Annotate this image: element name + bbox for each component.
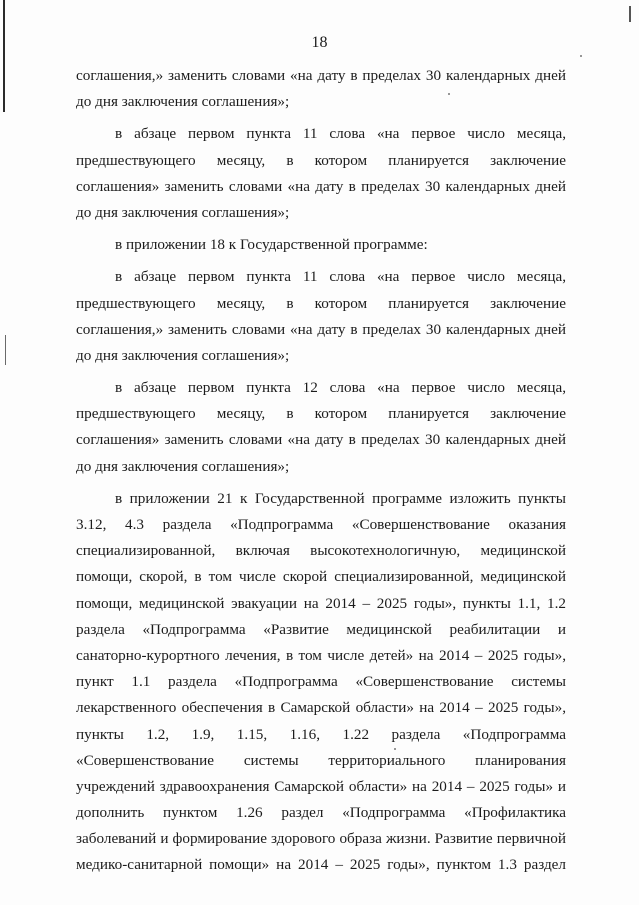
text-line: соглашения,» заменить словами «на дату в пределах 30 календарных дней bbox=[76, 320, 566, 338]
text-line: заболеваний и формирование здорового образа жизни. Развитие первичной bbox=[76, 830, 566, 848]
text-line: специализированной, включая высокотехнологичную, медицинской bbox=[76, 542, 566, 560]
scan-corner-mark bbox=[629, 6, 631, 22]
text-line: в абзаце первом пункта 12 слова «на первое число месяца, bbox=[115, 379, 566, 397]
text-line: до дня заключения соглашения»; bbox=[76, 93, 290, 111]
page-number: 18 bbox=[311, 34, 328, 51]
text-line: предшествующего месяцу, в котором планируется заключение bbox=[76, 294, 566, 312]
text-line: «Совершенствование системы территориального планирования bbox=[76, 751, 566, 769]
text-line: до дня заключения соглашения»; bbox=[76, 203, 290, 221]
text-line: медико-санитарной помощи» на 2014 – 2025 годы», пунктом 1.3 раздел bbox=[76, 856, 566, 874]
text-line: соглашения» заменить словами «на дату в пределах 30 календарных дней bbox=[76, 431, 566, 449]
text-line: помощи, скорой, в том числе скорой специализированной, медицинской bbox=[76, 568, 566, 586]
text-line: пункт 1.1 раздела «Подпрограмма «Совершенствование системы bbox=[76, 673, 566, 691]
text-line: в приложении 21 к Государственной программе изложить пункты bbox=[115, 489, 566, 507]
text-line: предшествующего месяцу, в котором планируется заключение bbox=[76, 405, 566, 423]
text-line: соглашения,» заменить словами «на дату в пределах 30 календарных дней bbox=[76, 67, 566, 84]
text-line: в абзаце первом пункта 11 слова «на первое число месяца, bbox=[115, 268, 566, 286]
text-line: 3.12, 4.3 раздела «Подпрограмма «Совершенствование оказания bbox=[76, 516, 566, 533]
text-line: санаторно-курортного лечения, в том числе детей» на 2014 – 2025 годы», bbox=[76, 646, 566, 664]
text-line: пункты 1.2, 1.9, 1.15, 1.16, 1.22 раздела «Подпрограмма bbox=[76, 725, 566, 743]
text-line: лекарственного обеспечения в Самарской области» на 2014 – 2025 годы», bbox=[76, 699, 566, 717]
text-line: в абзаце первом пункта 11 слова «на первое число месяца, bbox=[115, 125, 566, 143]
text-line: дополнить пунктом 1.26 раздел «Подпрограмма «Профилактика bbox=[76, 804, 566, 822]
text-line: раздела «Подпрограмма «Развитие медицинской реабилитации и bbox=[76, 620, 566, 638]
text-line: помощи, медицинской эвакуации на 2014 – 2025 годы», пункты 1.1, 1.2 bbox=[76, 594, 566, 612]
text-line: до дня заключения соглашения»; bbox=[76, 457, 290, 475]
scan-speck bbox=[580, 55, 582, 57]
text-line: до дня заключения соглашения»; bbox=[76, 346, 290, 364]
text-line: учреждений здравоохранения Самарской области» на 2014 – 2025 годы» и bbox=[76, 777, 566, 795]
text-line: соглашения» заменить словами «на дату в пределах 30 календарных дней bbox=[76, 177, 566, 195]
scan-edge-mark bbox=[5, 335, 6, 365]
scan-edge-mark bbox=[3, 0, 5, 112]
text-line: предшествующего месяцу, в котором планируется заключение bbox=[76, 151, 566, 169]
document-body bbox=[76, 63, 566, 879]
text-line: в приложении 18 к Государственной программе: bbox=[115, 236, 428, 254]
